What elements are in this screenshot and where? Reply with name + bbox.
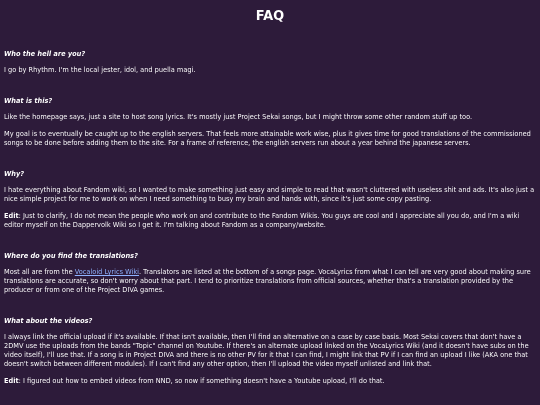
faq-section bbox=[4, 97, 536, 148]
vocaloid-lyrics-wiki-link[interactable]: Vocaloid Lyrics Wiki bbox=[74, 268, 139, 276]
faq-answer bbox=[4, 113, 536, 122]
faq-question: Where do you find the translations? bbox=[4, 252, 138, 260]
answer-text: My goal is to eventually be caught up to the english servers. That feels more attainable work wise, plus it gives time for good translations of the commissioned songs to be done before adding them to the site. For a frame of reference, the english servers run about a year behind the japanese servers. bbox=[4, 130, 531, 147]
faq-answer bbox=[4, 130, 536, 148]
answer-text: Like the homepage says, just a site to host song lyrics. It's mostly just Project Sekai songs, but I might throw some other random stuff up too. bbox=[4, 113, 473, 121]
answer-text: I hate everything about Fandom wiki, so I wanted to make something just easy and simple to read that wasn't cluttered with useless shit and ads. It's also just a nice simple project for me to work on when I need something to busy my brain and hands with, since it's just some copy pasting. bbox=[4, 186, 535, 203]
faq-answer bbox=[4, 377, 536, 386]
faq-list bbox=[4, 26, 536, 386]
faq-answer bbox=[4, 333, 536, 369]
faq-answer bbox=[4, 268, 536, 295]
faq-section bbox=[4, 252, 536, 295]
answer-text: I always link the official upload if it's available. If that isn't available, then I'll find an alternative on a case by case basis. Most Sekai covers that don't have a 2DMV use the uploads from the bands "Topic" channel on Youtube. If there's an alternate upload linked on the VocaLyrics Wiki (and it doesn't have subs on the video itself), I'll use that. If a song is in Project DIVA and there is no other PV for it that I can find, I might link that PV if I can find an upload I like (AKA one that doesn't switch between different modules). If I can't find any other option, then I'll upload the video myself unlisted and link that. bbox=[4, 333, 529, 368]
answer-text: I go by Rhythm. I'm the local jester, idol, and puella magi. bbox=[4, 66, 196, 74]
edit-label: Edit bbox=[4, 212, 19, 220]
faq-question: What is this? bbox=[4, 97, 53, 105]
faq-answer bbox=[4, 66, 536, 75]
answer-text: Most all are from the bbox=[4, 268, 75, 276]
faq-section bbox=[4, 317, 536, 386]
answer-text: : I figured out how to embed videos from NND, so now if something doesn't have a Youtube upload, I'll do that. bbox=[18, 377, 385, 385]
faq-section bbox=[4, 170, 536, 230]
edit-label: Edit bbox=[4, 377, 19, 385]
page-title: FAQ bbox=[255, 9, 285, 24]
faq-question: What about the videos? bbox=[4, 317, 93, 325]
faq-section bbox=[4, 50, 536, 75]
answer-text: . Translators are listed at the bottom of a songs page. VocaLyrics from what I can tell are very good about making sure translations are accurate, so don't worry about that part. I tend to prioritize translations from official sources, whether that's a translation provided by the producer or from one of the Project DIVA games. bbox=[4, 268, 531, 294]
faq-question: Why? bbox=[4, 170, 25, 178]
faq-answer bbox=[4, 212, 536, 230]
faq-answer bbox=[4, 186, 536, 204]
answer-text: : Just to clarify, I do not mean the people who work on and contribute to the Fandom Wikis. You guys are cool and I appreciate all you do, and I'm a wiki editor myself on the Dappervolk Wiki so I get it. I'm talking about Fandom as a company/website. bbox=[4, 212, 520, 229]
faq-question: Who the hell are you? bbox=[4, 50, 86, 58]
